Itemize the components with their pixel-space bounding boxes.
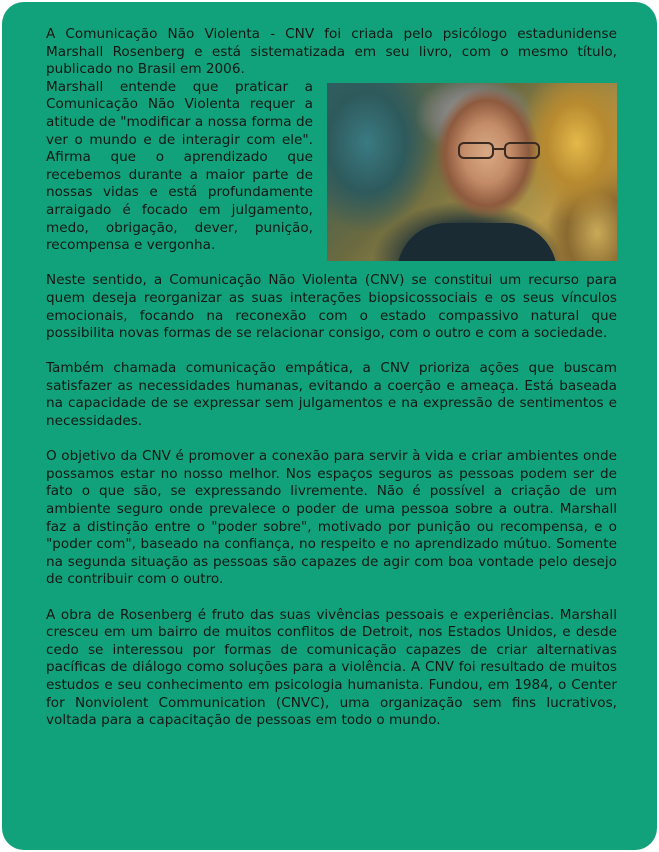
paragraph-comunicacao-empatica: Também chamada comunicação empática, a CNV prioriza ações que buscam satisfazer as necessidades humanas, evitando a coerção e ameaça. Está baseada na capacidade de se expressar sem julgamentos e na expressão de sentimentos e necessidades. <box>46 360 617 430</box>
info-card <box>2 2 657 850</box>
paragraph-obra-rosenberg: A obra de Rosenberg é fruto das suas vivências pessoais e experiências. Marshall cresceu em um bairro de muitos conflitos de Detroit, nos Estados Unidos, e desde cedo se interessou por formas de comunicação capazes de criar alternativas pacíficas de diálogo como soluções para a violência. A CNV foi resultado de muitos estudos e seu conhecimento em psicologia humanista. Fundou, em 1984, o Center for Nonviolent Communication (CNVC), uma organização sem fins lucrativos, voltada para a capacitação de pessoas em todo o mundo. <box>46 606 617 729</box>
intro-second-text: Marshall entende que praticar a Comunicação Não Violenta requer a atitude de "modificar a nossa forma de ver o mundo e de interagir com ele". Afirma que o aprendizado que recebemos durante a maior parte de nossas vidas e está profundamente arraigado é focado em julgamento, medo, obrigação, dever, punição, recompensa e vergonha. <box>46 78 313 254</box>
marshall-rosenberg-photo <box>327 83 617 261</box>
intro-paragraph <box>46 26 617 79</box>
paragraph-neste-sentido: Neste sentido, a Comunicação Não Violenta (CNV) se constitui um recurso para quem deseja reorganizar as suas interações biopsicossociais e os seus vínculos emocionais, focando na reconexão com o estado compassivo natural que possibilita novas formas de se relacionar consigo, com o outro e com a sociedade. <box>46 272 617 342</box>
article-body <box>46 26 617 747</box>
intro-second-paragraph <box>46 79 617 255</box>
photo-glasses-shape <box>457 141 541 161</box>
paragraph-objetivo-cnv: O objetivo da CNV é promover a conexão para servir à vida e criar ambientes onde possamos estar no nosso melhor. Nos espaços seguros as pessoas podem ser de fato o que são, se expressando livremente. Não é possível a criação de um ambiente seguro onde prevalece o poder de uma pessoa sobre a outra. Marshall faz a distinção entre o "poder sobre", motivado por punição ou recompensa, e o "poder com", baseado na confiança, no respeito e no aprendizado mútuo. Somente na segunda situação as pessoas são capazes de agir com boa vontade pelo desejo de contribuir com o outro. <box>46 448 617 588</box>
intro-opening-text: A Comunicação Não Violenta - CNV foi criada pelo psicólogo estadunidense Marshall Rosenberg e está sistematizada em seu livro, com o mesmo título, publicado no Brasil em 2006. <box>46 26 617 78</box>
photo-shirt-shape <box>397 223 557 261</box>
